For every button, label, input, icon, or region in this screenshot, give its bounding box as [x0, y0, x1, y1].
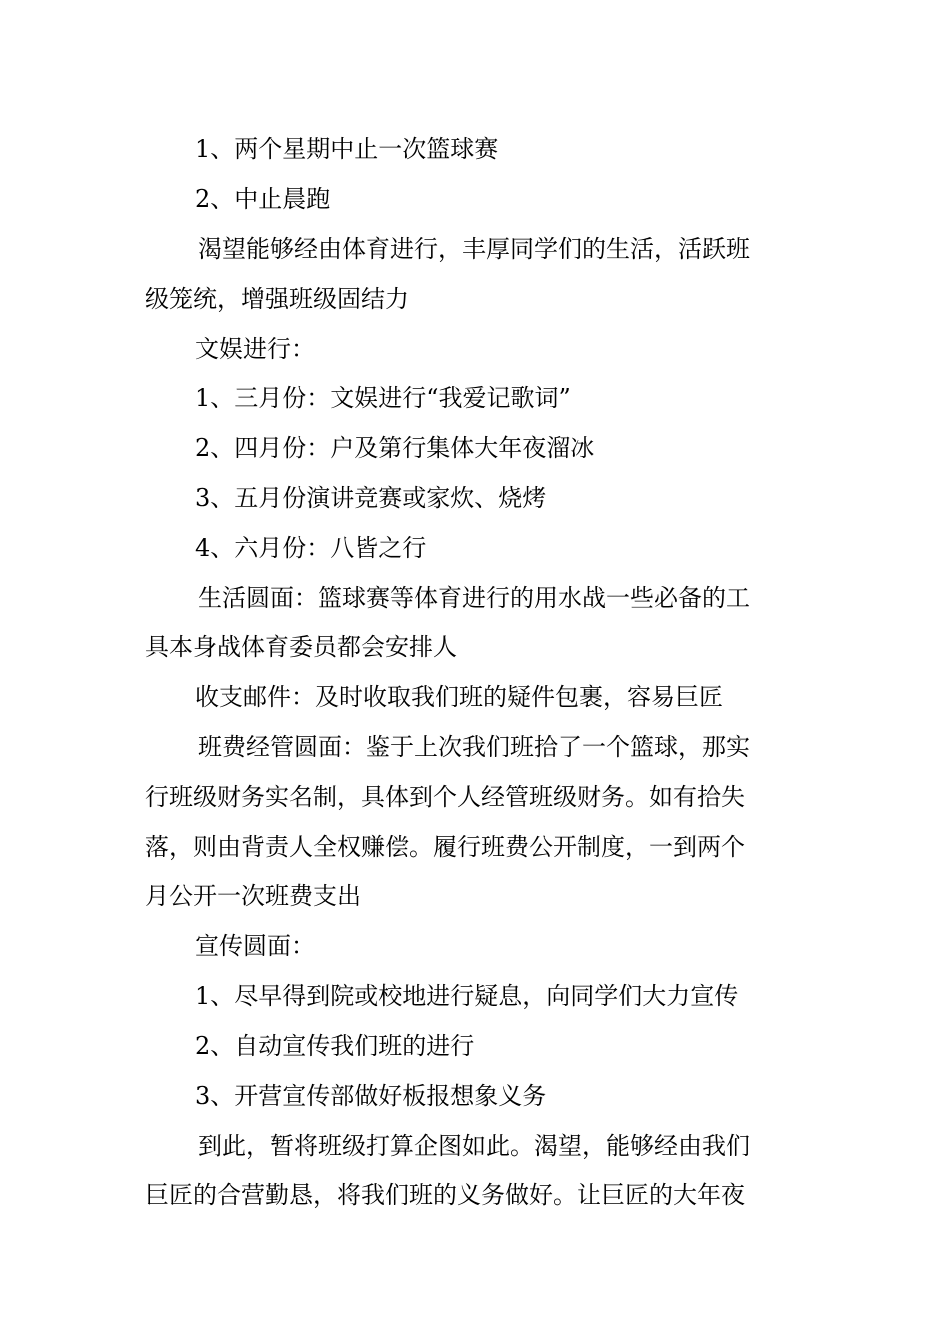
text-line: 级笼统，增强班级固结力 — [145, 285, 409, 313]
text-line: 2、自动宣传我们班的进行 — [195, 1032, 475, 1060]
text-line: 具本身战体育委员都会安排人 — [145, 633, 457, 661]
text-line: 2、中止晨跑 — [195, 185, 331, 213]
text-line: 1、两个星期中止一次篮球赛 — [195, 135, 499, 163]
text-line: 到此，暂将班级打算企图如此。渴望，能够经由我们 — [198, 1132, 750, 1160]
text-line: 行班级财务实名制，具体到个人经管班级财务。如有拾失 — [145, 783, 745, 811]
text-line: 4、六月份：八皆之行 — [195, 534, 427, 562]
text-line: 文娱进行： — [195, 335, 315, 363]
text-line: 宣传圆面： — [195, 932, 315, 960]
text-line: 生活圆面：篮球赛等体育进行的用水战一些必备的工 — [198, 584, 750, 612]
text-line: 2、四月份：户及第行集体大年夜溜冰 — [195, 434, 595, 462]
text-line: 落，则由背责人全权赚偿。履行班费公开制度，一到两个 — [145, 833, 745, 861]
text-line: 3、开营宣传部做好板报想象义务 — [195, 1082, 547, 1110]
text-line: 月公开一次班费支出 — [145, 882, 361, 910]
text-line: 班费经管圆面：鉴于上次我们班拾了一个篮球，那实 — [198, 733, 750, 761]
text-line: 3、五月份演讲竞赛或家炊、烧烤 — [195, 484, 547, 512]
text-line: 巨匠的合营勤恳，将我们班的义务做好。让巨匠的大年夜 — [145, 1181, 745, 1209]
text-line: 1、尽早得到院或校地进行疑息，向同学们大力宣传 — [195, 982, 739, 1010]
text-line: 1、三月份：文娱进行“我爱记歌词” — [195, 384, 571, 412]
text-line: 收支邮件：及时收取我们班的疑件包裹，容易巨匠 — [195, 683, 723, 711]
text-line: 渴望能够经由体育进行，丰厚同学们的生活，活跃班 — [198, 235, 750, 263]
